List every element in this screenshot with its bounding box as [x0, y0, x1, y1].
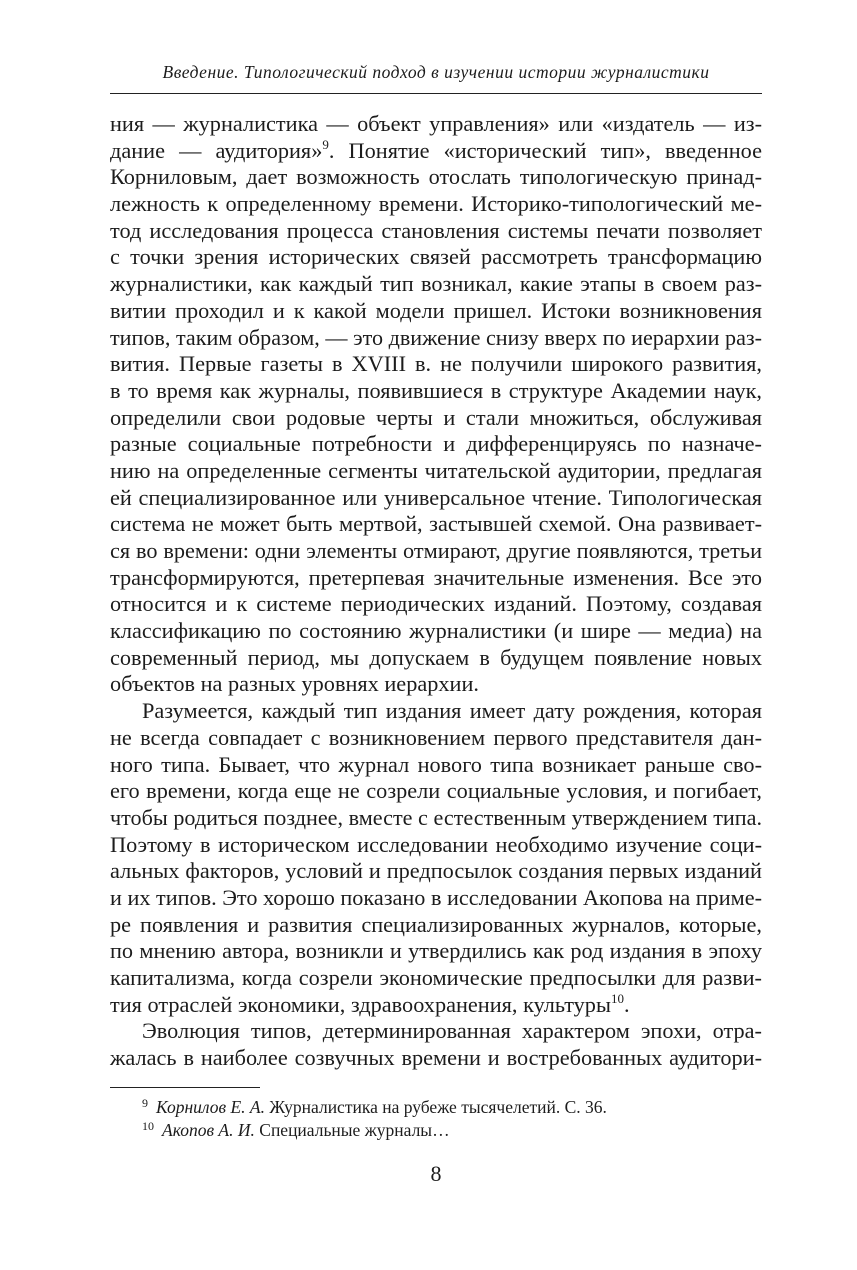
text-line: по мнению автора, возникли и утвердились как род издания в эпоху — [110, 938, 762, 964]
text-line: Корниловым, дает возможность отослать типологическую принад- — [110, 164, 762, 190]
text-line: разные социальные потребности и дифференцируясь по назначе- — [110, 431, 762, 457]
paragraph — [110, 111, 762, 698]
text-line: ре появления и развития специализированных журналов, которые, — [110, 911, 762, 937]
page-number: 8 — [430, 1161, 442, 1186]
header-rule — [110, 93, 762, 94]
text-line: Разумеется, каждый тип издания имеет дату рождения, которая — [142, 698, 762, 724]
text-line: тод исследования процесса становления системы печати позволяет — [110, 217, 762, 243]
text-line: вития. Первые газеты в XVIII в. не получили широкого развития, — [110, 351, 762, 377]
text-line: классификацию по состоянию журналистики (и шире — медиа) на — [110, 618, 762, 644]
paragraph — [110, 698, 762, 1018]
text-line: определили свои родовые черты и стали множиться, обслуживая — [110, 404, 762, 430]
text-line: альных факторов, условий и предпосылок создания первых изданий — [110, 858, 762, 884]
text-span: . — [623, 991, 630, 1017]
text-line: журналистики, как каждый тип возникал, какие этапы в своем раз- — [110, 271, 762, 297]
text-line: и их типов. Это хорошо показано в исследовании Акопова на приме- — [110, 884, 762, 910]
footnote-9 — [110, 1097, 762, 1120]
text-line — [110, 138, 762, 165]
text-line: Эволюция типов, детерминированная характером эпохи, отра- — [142, 1018, 762, 1044]
paragraph — [110, 1018, 762, 1071]
text-line: относится и к системе периодических изданий. Поэтому, создавая — [110, 591, 762, 617]
text-line: чтобы родиться позднее, вместе с естественным утверждением типа. — [110, 804, 762, 830]
text-line: Поэтому в историческом исследовании необходимо изучение соци- — [110, 831, 762, 857]
running-head: Введение. Типологический подход в изучении истории журналистики — [162, 62, 710, 82]
text-line: с точки зрения исторических связей рассмотреть трансформацию — [110, 244, 762, 270]
text-line: объектов на разных уровнях иерархии. — [110, 671, 479, 697]
text-span: . Понятие «исторический тип», введенное — [328, 137, 762, 163]
footnote-ref-9[interactable]: 9 — [322, 136, 329, 152]
text-line: современный период, мы допускаем в будущем появление новых — [110, 644, 762, 670]
text-line: не всегда совпадает с возникновением первого представителя дан- — [110, 724, 762, 750]
footnotes — [110, 1097, 762, 1143]
text-line — [110, 992, 762, 1019]
footnote-author: Корнилов Е. А. — [156, 1097, 265, 1117]
footnote-10 — [110, 1120, 762, 1143]
text-line: система не может быть мертвой, застывшей схемой. Она развивает- — [110, 511, 762, 537]
text-line: лежность к определенному времени. Историко-типологический ме- — [110, 191, 762, 217]
text-line: капитализма, когда созрели экономические предпосылки для разви- — [110, 965, 762, 990]
text-line: нию на определенные сегменты читательской аудитории, предлагая — [110, 457, 762, 483]
footnote-author: Акопов А. И. — [162, 1120, 255, 1140]
body-text — [110, 111, 762, 1072]
text-line: жалась в наиболее созвучных времени и востребованных аудитори- — [110, 1045, 762, 1071]
text-line: ся во времени: одни элементы отмирают, другие появляются, третьи — [110, 538, 762, 563]
text-line: ей специализированное или универсальное чтение. Типологическая — [110, 484, 762, 510]
text-line: ного типа. Бывает, что журнал нового типа возникает раньше сво- — [110, 751, 762, 777]
text-span: дание — аудитория» — [110, 137, 323, 163]
footnote-text: Журналистика на рубеже тысячелетий. С. 36. — [264, 1097, 607, 1117]
text-line: витии проходил и к какой модели пришел. Истоки возникновения — [110, 297, 762, 323]
footnote-number: 9 — [142, 1096, 148, 1110]
footnote-rule — [110, 1087, 260, 1088]
text-line: ния — журналистика — объект управления» или «издатель — из- — [110, 111, 762, 136]
text-span: тия отраслей экономики, здравоохранения, культуры — [110, 991, 611, 1017]
text-line: его времени, когда еще не созрели социальные условия, и погибает, — [110, 778, 762, 804]
footnote-number: 10 — [142, 1119, 154, 1133]
footnote-text: Специальные журналы… — [254, 1120, 450, 1140]
text-line: в то время как журналы, появившиеся в структуре Академии наук, — [110, 377, 762, 403]
text-line: типов, таким образом, — это движение снизу вверх по иерархии раз- — [110, 324, 762, 350]
text-line: трансформируются, претерпевая значительные изменения. Все это — [110, 564, 762, 590]
footnote-ref-10[interactable]: 10 — [610, 990, 624, 1006]
